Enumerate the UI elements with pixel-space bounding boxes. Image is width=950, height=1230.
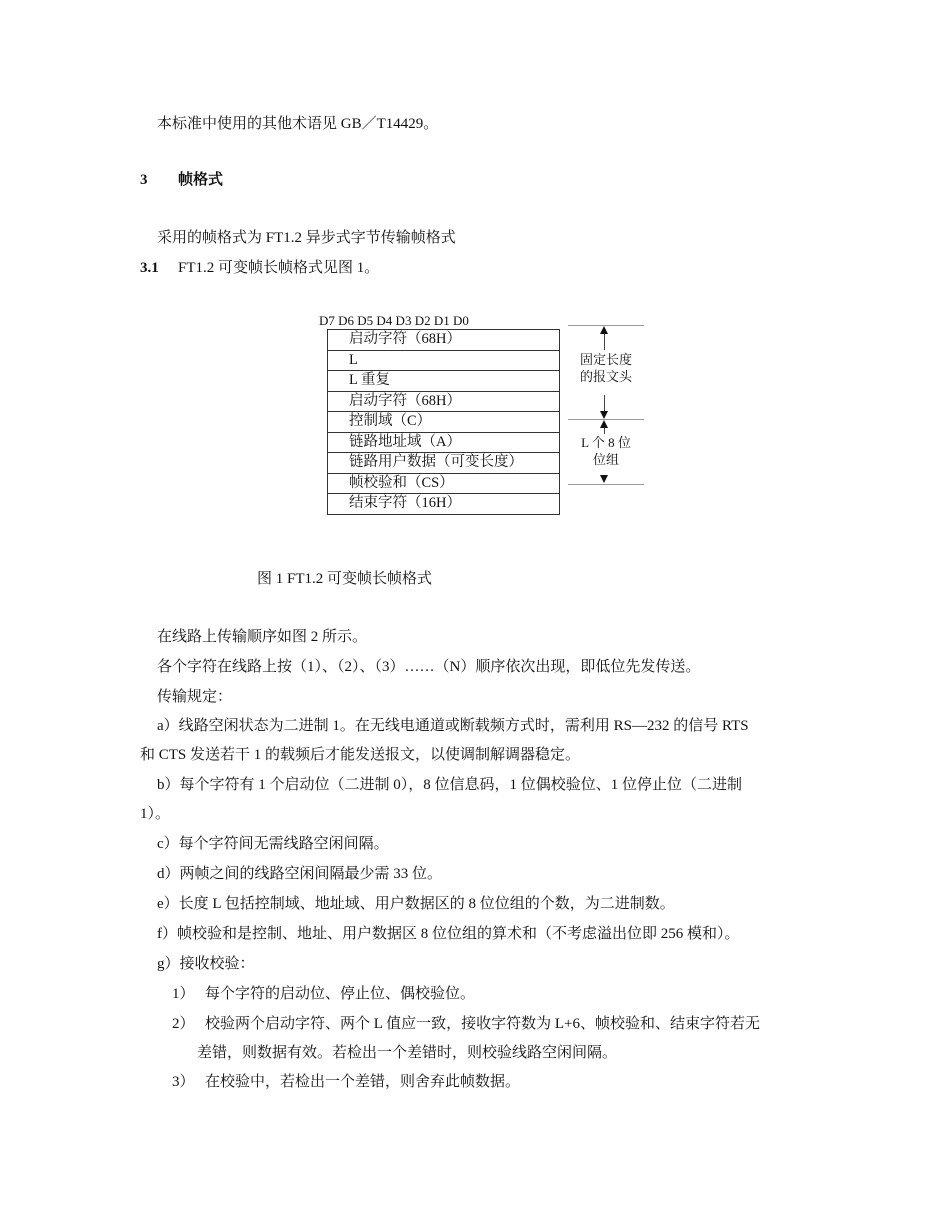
list-item xyxy=(172,1072,520,1092)
body-label-line1: L 个 8 位 xyxy=(581,435,631,450)
frame-row xyxy=(328,350,560,371)
header-label xyxy=(568,351,644,385)
list-item-number: 3） xyxy=(172,1074,195,1090)
frame-field: L 重复 xyxy=(328,371,560,392)
list-item xyxy=(172,1014,760,1034)
bit-labels: D7 D6 D5 D4 D3 D2 D1 D0 xyxy=(319,313,469,328)
rule-a-line1: a）线路空闲状态为二进制 1。在无线电通道或断载频方式时，需利用 RS—232 的信号 RTS xyxy=(157,718,749,734)
frame-format-paragraph: 采用的帧格式为 FT1.2 异步式字节传输帧格式 xyxy=(157,230,456,246)
paragraph-transmission-order: 在线路上传输顺序如图 2 所示。 xyxy=(157,629,368,645)
body-bottom-line xyxy=(568,484,644,485)
frame-field: 启动字符（68H） xyxy=(328,391,560,412)
frame-field: L xyxy=(328,350,560,371)
header-arrow-line-lower xyxy=(604,395,605,411)
frame-table xyxy=(327,329,560,515)
header-arrow-line xyxy=(604,334,605,350)
arrow-down-icon xyxy=(600,475,608,483)
frame-field: 帧校验和（CS） xyxy=(328,473,560,494)
frame-row xyxy=(328,432,560,453)
header-label-line2: 的报文头 xyxy=(579,369,632,384)
list-item xyxy=(172,984,475,1004)
frame-row xyxy=(328,391,560,412)
list-item-text: 在校验中，若检出一个差错，则舍弃此帧数据。 xyxy=(205,1074,521,1090)
frame-field: 启动字符（68H） xyxy=(328,330,560,351)
section-title: 帧格式 xyxy=(178,172,224,188)
arrow-down-icon xyxy=(600,411,608,419)
rule-e: e）长度 L 包括控制域、地址域、用户数据区的 8 位位组的个数，为二进制数。 xyxy=(157,896,675,912)
rule-d: d）两帧之间的线路空闲间隔最少需 33 位。 xyxy=(157,866,443,882)
rule-b-line2: 1）。 xyxy=(140,806,171,822)
frame-row xyxy=(328,473,560,494)
rule-c: c）每个字符间无需线路空闲间隔。 xyxy=(157,836,389,852)
arrow-up-icon xyxy=(600,326,608,334)
paragraph-rules-title: 传输规定： xyxy=(157,689,233,705)
frame-row xyxy=(328,371,560,392)
rule-b-line1: b）每个字符有 1 个启动位（二进制 0），8 位信息码，1 位偶校验位、1 位停止位（二进制 xyxy=(157,777,743,793)
section-number: 3 xyxy=(140,172,148,188)
frame-field: 链路地址域（A） xyxy=(328,432,560,453)
arrow-up-icon xyxy=(600,420,608,428)
frame-row xyxy=(328,494,560,515)
intro-text: 本标准中使用的其他术语见 GB／T14429。 xyxy=(157,116,439,132)
figure-caption: 图 1 FT1.2 可变帧长帧格式 xyxy=(257,571,433,587)
list-item-number: 1） xyxy=(172,986,195,1002)
subsection-heading xyxy=(140,258,379,278)
rule-a-line2: 和 CTS 发送若干 1 的载频后才能发送报文，以使调制解调器稳定。 xyxy=(140,747,581,763)
frame-field: 链路用户数据（可变长度） xyxy=(328,453,560,474)
list-item-text: 每个字符的启动位、停止位、偶校验位。 xyxy=(205,986,476,1002)
rule-f: f）帧校验和是控制、地址、用户数据区 8 位位组的算术和（不考虑溢出位即 256 模和）。 xyxy=(157,926,740,942)
list-item-continuation: 差错，则数据有效。若检出一个差错时，则校验线路空闲间隔。 xyxy=(197,1045,618,1061)
frame-row xyxy=(328,412,560,433)
list-item-number: 2） xyxy=(172,1016,195,1032)
section-heading xyxy=(140,170,223,190)
subsection-number: 3.1 xyxy=(140,260,159,276)
frame-row xyxy=(328,330,560,351)
frame-field: 结束字符（16H） xyxy=(328,494,560,515)
header-label-line1: 固定长度 xyxy=(579,352,632,367)
body-label-line2: 位组 xyxy=(592,452,619,467)
paragraph-character-order: 各个字符在线路上按（1）、（2）、（3）……（N）顺序依次出现，即低位先发传送。 xyxy=(157,659,701,675)
subsection-text: FT1.2 可变帧长帧格式见图 1。 xyxy=(178,260,380,276)
rule-g: g）接收校验： xyxy=(157,956,255,972)
body-label xyxy=(568,434,644,468)
list-item-text: 校验两个启动字符、两个 L 值应一致，接收字符数为 L+6、帧校验和、结束字符若无 xyxy=(205,1016,760,1032)
frame-field: 控制域（C） xyxy=(328,412,560,433)
frame-row xyxy=(328,453,560,474)
